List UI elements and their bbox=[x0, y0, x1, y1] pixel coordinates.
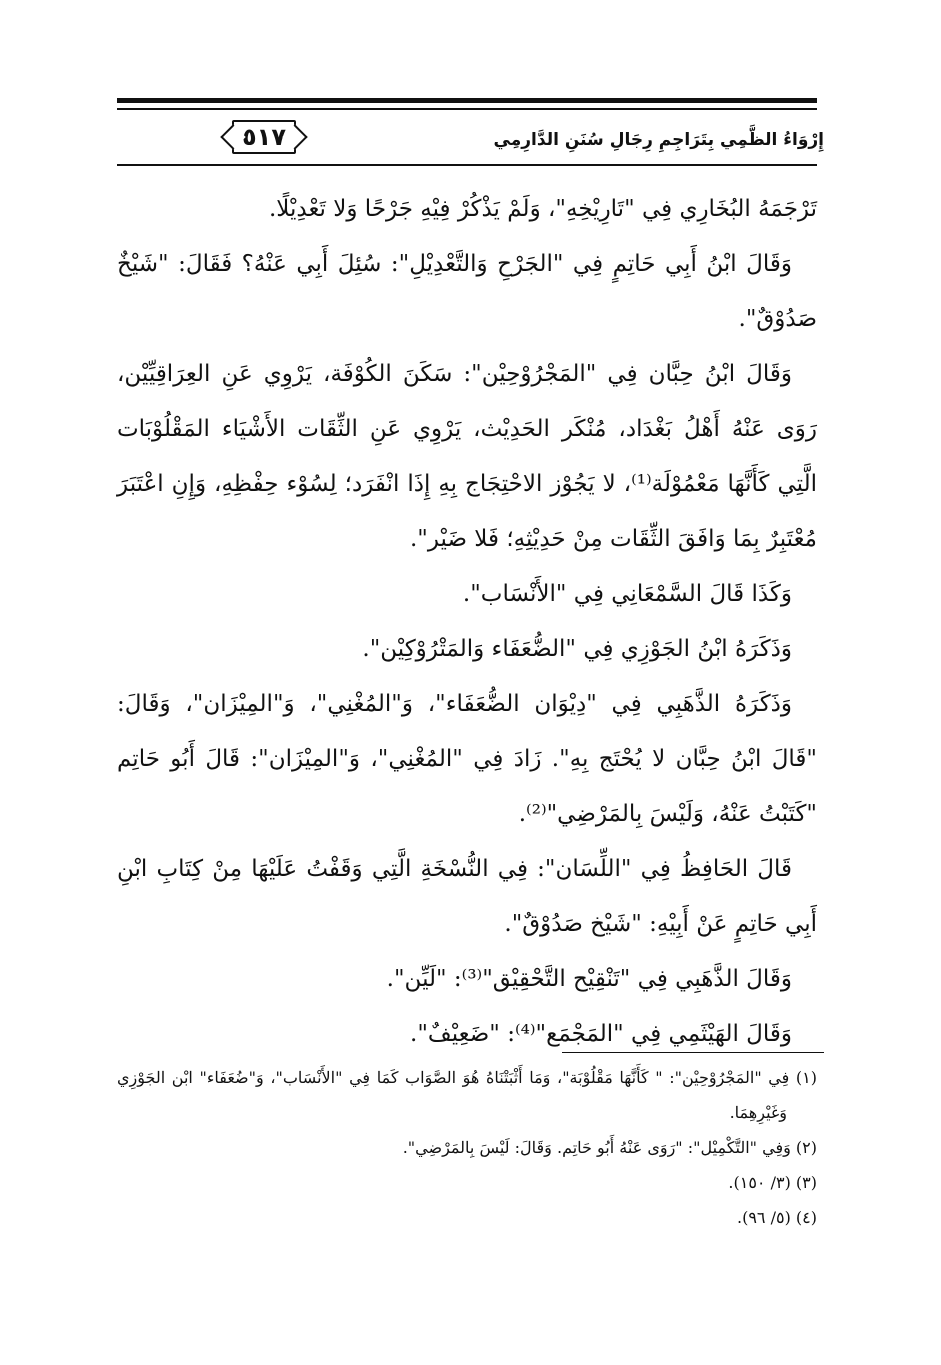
paragraph: وَقَالَ الهَيْثَمِي فِي "المَجْمَع"⁽⁴⁾: "ضَعِيْفٌ". bbox=[410, 1021, 792, 1047]
footnote-divider bbox=[562, 1052, 824, 1053]
footnote: (١) فِي "المَجْرُوْحِيْن": " كَأَنَّهَا مَقْلُوْبَة"، وَمَا أَثْبَتْنَاهُ هُوَ الصَّوَاب كَمَا فِي "الأَنْسَاب"، وَ"ضُعَفَاء" ابْن الجَوْزِي وَغَيْرِهِمَا. bbox=[117, 1068, 817, 1122]
header-rule-thin bbox=[117, 108, 817, 110]
paragraph: وَذَكَرَهُ ابْنُ الجَوْزِي فِي "الضُّعَفَاء وَالمَتْرُوْكِيْن". bbox=[362, 636, 792, 662]
paragraph: تَرْجَمَهُ البُخَارِي فِي "تَارِيْخِهِ"، وَلَمْ يَذْكُرْ فِيْهِ جَرْحًا وَلا تَعْدِيْلًا. bbox=[268, 196, 817, 222]
page-number: ٥١٧ bbox=[232, 120, 296, 154]
running-title: إِرْوَاءُ الظَّمِي بِتَرَاجِمِ رِجَالِ سُنَنِ الدَّارِمِي bbox=[493, 130, 824, 150]
paragraph: وَقَالَ ابْنُ حِبَّان فِي "المَجْرُوْحِيْن": سَكَنَ الكُوْفَة، يَرْوِي عَنِ العِرَاقِيِّيْن، رَوَى عَنْهُ أَهْلُ بَغْدَاد، مُنْكَر الحَدِيْث، يَرْوِي عَنِ الثِّقَات الأَشْيَاء المَقْلُوْبَات الَّتِي كَأَنَّهَا مَعْمُوْلَة⁽¹⁾، لا يَجُوْز الاحْتِجَاج بِهِ إِذَا انْفَرَد؛ لِسُوْء حِفْظِهِ، وَإِنِ اعْتَبَرَ مُعْتَبِرٌ بِمَا وَافَقَ الثِّقَات مِنْ حَدِيْثِهِ؛ فَلا ضَيْر". bbox=[117, 361, 817, 552]
main-text bbox=[117, 182, 817, 1062]
paragraph: قَالَ الحَافِظُ فِي "اللِّسَان": فِي النُّسْخَةِ الَّتِي وَقَفْتُ عَلَيْهَا مِنْ كِتَابِ ابْنِ أَبِي حَاتِمٍ عَنْ أَبِيْهِ: "شَيْخ صَدُوْقٌ". bbox=[117, 856, 817, 937]
footnote: (٣) (٣/ ١٥٠). bbox=[728, 1173, 817, 1192]
footnotes bbox=[117, 1060, 817, 1235]
paragraph: وَقَالَ ابْنُ أَبِي حَاتِمٍ فِي "الجَرْحِ وَالتَّعْدِيْلِ": سُئِلَ أَبِي عَنْهُ؟ فَقَالَ: "شَيْخٌ صَدُوْقٌ". bbox=[117, 251, 817, 332]
header-underline bbox=[117, 164, 817, 166]
footnote: (٢) وَفِي "التَّكْمِيْل": "رَوَى عَنْهُ أَبُو حَاتِم. وَقَالَ: لَيْسَ بِالمَرْضِي". bbox=[402, 1138, 817, 1157]
header-rule-thick bbox=[117, 98, 817, 103]
paragraph: وَكَذَا قَالَ السَّمْعَانِي فِي "الأَنْسَاب". bbox=[462, 581, 792, 607]
paragraph: وَقَالَ الذَّهَبِي فِي "تَنْقِيْح التَّحْقِيْق"⁽³⁾: "لَيِّن". bbox=[386, 966, 792, 992]
footnote: (٤) (٥/ ٩٦). bbox=[736, 1208, 817, 1227]
paragraph: وَذَكَرَهُ الذَّهَبِي فِي "دِيْوَان الضُّعَفَاء"، وَ"المُغْنِي"، وَ"المِيْزَان"، وَقَالَ: "قَالَ ابْنُ حِبَّان لا يُحْتَج بِهِ". زَادَ فِي "المُغْنِي"، وَ"المِيْزَان": قَالَ أَبُو حَاتِم "كَتَبْتُ عَنْهُ، وَلَيْسَ بِالمَرْضِي"⁽²⁾. bbox=[117, 691, 817, 827]
